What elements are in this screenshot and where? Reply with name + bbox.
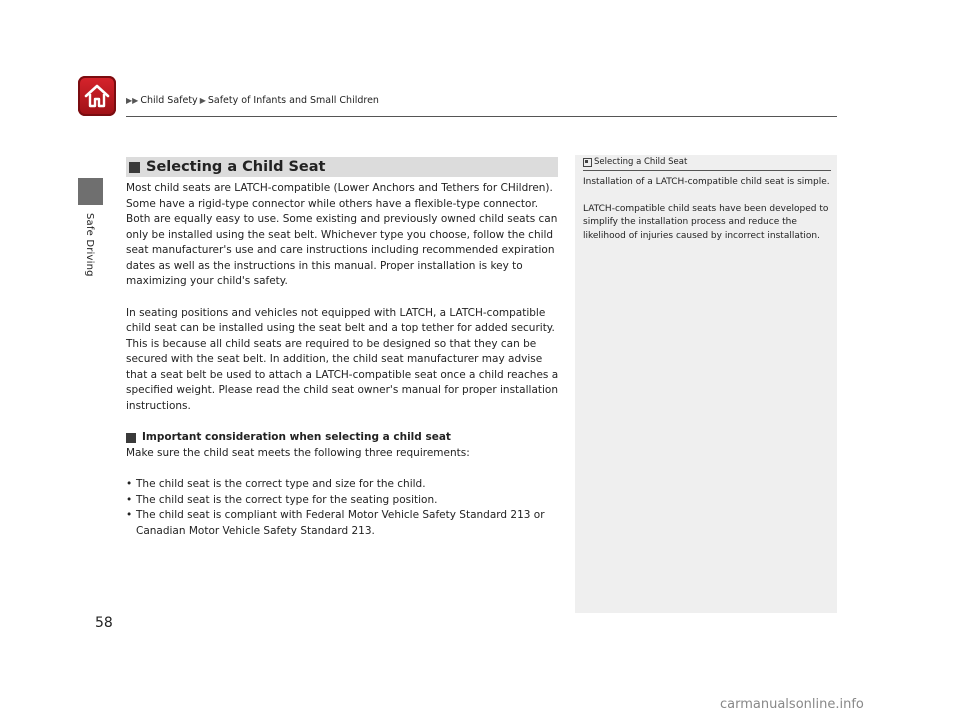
header-divider bbox=[126, 116, 837, 117]
breadcrumb-item-safety-infants[interactable]: Safety of Infants and Small Children bbox=[207, 95, 379, 106]
requirements-intro: Make sure the child seat meets the following three requirements: bbox=[126, 446, 470, 459]
section-header bbox=[126, 157, 558, 177]
note-paragraph: Installation of a LATCH-compatible child seat is simple. bbox=[583, 177, 830, 187]
note-divider bbox=[583, 170, 831, 171]
note-paragraph: LATCH-compatible child seats have been developed to simplify the installation process and reduce the likelihood of injuries caused by incorrect installation. bbox=[583, 203, 829, 241]
list-item: • The child seat is the correct type for the seating position. bbox=[126, 493, 562, 509]
paragraph: Most child seats are LATCH-compatible (Lower Anchors and Tethers for CHildren). Some have a rigid-type connector while others have a flexible-type connector. Both are equally easy to use. Some existing and previously owned child seats can only be installed using the seat belt. Whichever type you choose, follow the child seat manufacturer's use and care instructions including recommended expiration dates as well as the instructions in this manual. Proper installation is key to maximizing your child's safety. bbox=[126, 182, 558, 287]
list-item: • The child seat is the correct type and size for the child. bbox=[126, 477, 562, 493]
subsection-title: Important consideration when selecting a child seat bbox=[142, 431, 451, 443]
home-button[interactable] bbox=[78, 76, 116, 116]
breadcrumb bbox=[126, 95, 379, 106]
section-title: Selecting a Child Seat bbox=[146, 159, 326, 175]
subsection-square-icon bbox=[126, 433, 136, 443]
requirements-list bbox=[126, 477, 562, 539]
main-content bbox=[126, 181, 562, 539]
note-body bbox=[583, 176, 833, 256]
note-marker-icon bbox=[583, 158, 592, 167]
paragraph: In seating positions and vehicles not equipped with LATCH, a LATCH-compatible child seat can be installed using the seat belt and a top tether for added security. This is because all child seats are required to be designed so that they can be secured with the seat belt. In addition, the child seat manufacturer may advise that a seat belt be used to attach a LATCH-compatible seat once a child reaches a specified weight. Please read the child seat owner's manual for proper installation instructions. bbox=[126, 306, 559, 412]
breadcrumb-arrow-icon: ▶ bbox=[199, 96, 206, 105]
page-number: 58 bbox=[95, 615, 113, 631]
subsection-heading bbox=[126, 430, 562, 446]
home-icon bbox=[83, 82, 111, 110]
chapter-label: Safe Driving bbox=[84, 213, 95, 277]
breadcrumb-arrow-icon: ▶▶ bbox=[126, 96, 139, 105]
breadcrumb-item-child-safety[interactable]: Child Safety bbox=[140, 95, 198, 106]
note-heading bbox=[583, 157, 687, 167]
note-title[interactable]: Selecting a Child Seat bbox=[594, 157, 688, 167]
list-item: • The child seat is compliant with Federal Motor Vehicle Safety Standard 213 or Canadian Motor Vehicle Safety Standard 213. bbox=[126, 508, 562, 539]
section-square-icon bbox=[129, 162, 140, 173]
chapter-tab[interactable] bbox=[78, 178, 103, 205]
watermark: carmanualsonline.info bbox=[720, 697, 864, 712]
